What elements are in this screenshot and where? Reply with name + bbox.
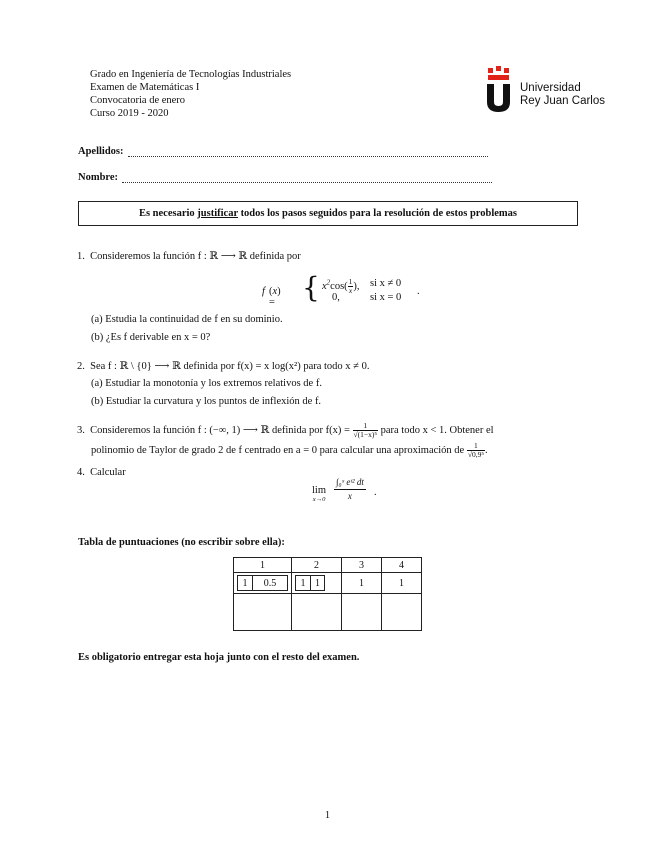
problem-1b: (b) ¿Es f derivable en x = 0? (91, 332, 211, 343)
header-line-course: Curso 2019 - 2020 (90, 108, 169, 119)
university-logo (484, 64, 604, 114)
problem-3-line1: 3. Consideremos la función f : (−∞, 1) ⟶ ℝ definida por f(x) = $\frac{1}{\text{√(1−x)⁵}}$ para todo x < 1. Obtener el (77, 421, 494, 439)
score-box-3 (342, 594, 382, 631)
problem-3-line2: polinomio de Taylor de grado 2 de f centrado en a = 0 para calcular una aproximación de $\frac{1}{\text{√0,9⁵}}$ . (91, 441, 488, 459)
footer-note: Es obligatorio entregar esta hoja junto con el resto del examen. (78, 652, 360, 663)
problem-2b: (b) Estudiar la curvatura y los puntos de inflexión de f. (91, 396, 322, 407)
header-line-degree: Grado en Ingeniería de Tecnologías Industriales (90, 69, 292, 80)
score-header-3: 3 (342, 558, 382, 573)
header-line-session: Convocatoria de enero (90, 95, 186, 106)
problem-3-fraction: $\frac{1}{\text{√(1−x)⁵}}$ (353, 421, 377, 439)
problem-1-intro: 1. Consideremos la función f : ℝ ⟶ ℝ definida por (77, 251, 301, 262)
justify-notice: Es necesario justificar todos los pasos seguidos para la resolución de estos problemas (78, 201, 578, 226)
score-header-2: 2 (292, 558, 342, 573)
exam-header (90, 68, 291, 120)
score-sub-2b: 1 (311, 576, 325, 591)
apellidos-line[interactable] (128, 147, 488, 157)
university-name: Universidad Rey Juan Carlos (520, 82, 606, 107)
score-sub-1b: 0.5 (253, 576, 288, 591)
score-sub-1a: 1 (238, 576, 253, 591)
scores-title: Tabla de puntuaciones (no escribir sobre ella): (78, 537, 285, 548)
score-box-1 (234, 594, 292, 631)
problem-1a: (a) Estudia la continuidad de f en su dominio. (91, 314, 283, 325)
scores-table (233, 557, 422, 631)
apellidos-field[interactable]: Apellidos: (78, 146, 488, 157)
score-sub-3: 1 (342, 573, 382, 594)
score-header-1: 1 (234, 558, 292, 573)
score-sub-2a: 1 (296, 576, 311, 591)
page-number: 1 (324, 810, 331, 821)
score-box-2 (292, 594, 342, 631)
nombre-line[interactable] (122, 173, 492, 183)
problem-4-intro: 4. Calcular (77, 467, 126, 478)
urjc-emblem-icon (484, 64, 518, 114)
score-header-4: 4 (382, 558, 422, 573)
score-box-4 (382, 594, 422, 631)
problem-2a: (a) Estudiar la monotonía y los extremos relativos de f. (91, 378, 322, 389)
problem-3-approx-fraction: $\frac{1}{\text{√0,9⁵}}$ (467, 441, 484, 459)
nombre-field[interactable]: Nombre: (78, 172, 492, 183)
score-sub-4: 1 (382, 573, 422, 594)
problem-2-intro: 2. Sea f : ℝ \ {0} ⟶ ℝ definida por f(x) = x log(x²) para todo x ≠ 0. (77, 361, 370, 372)
header-line-exam: Examen de Matemáticas I (90, 82, 200, 93)
